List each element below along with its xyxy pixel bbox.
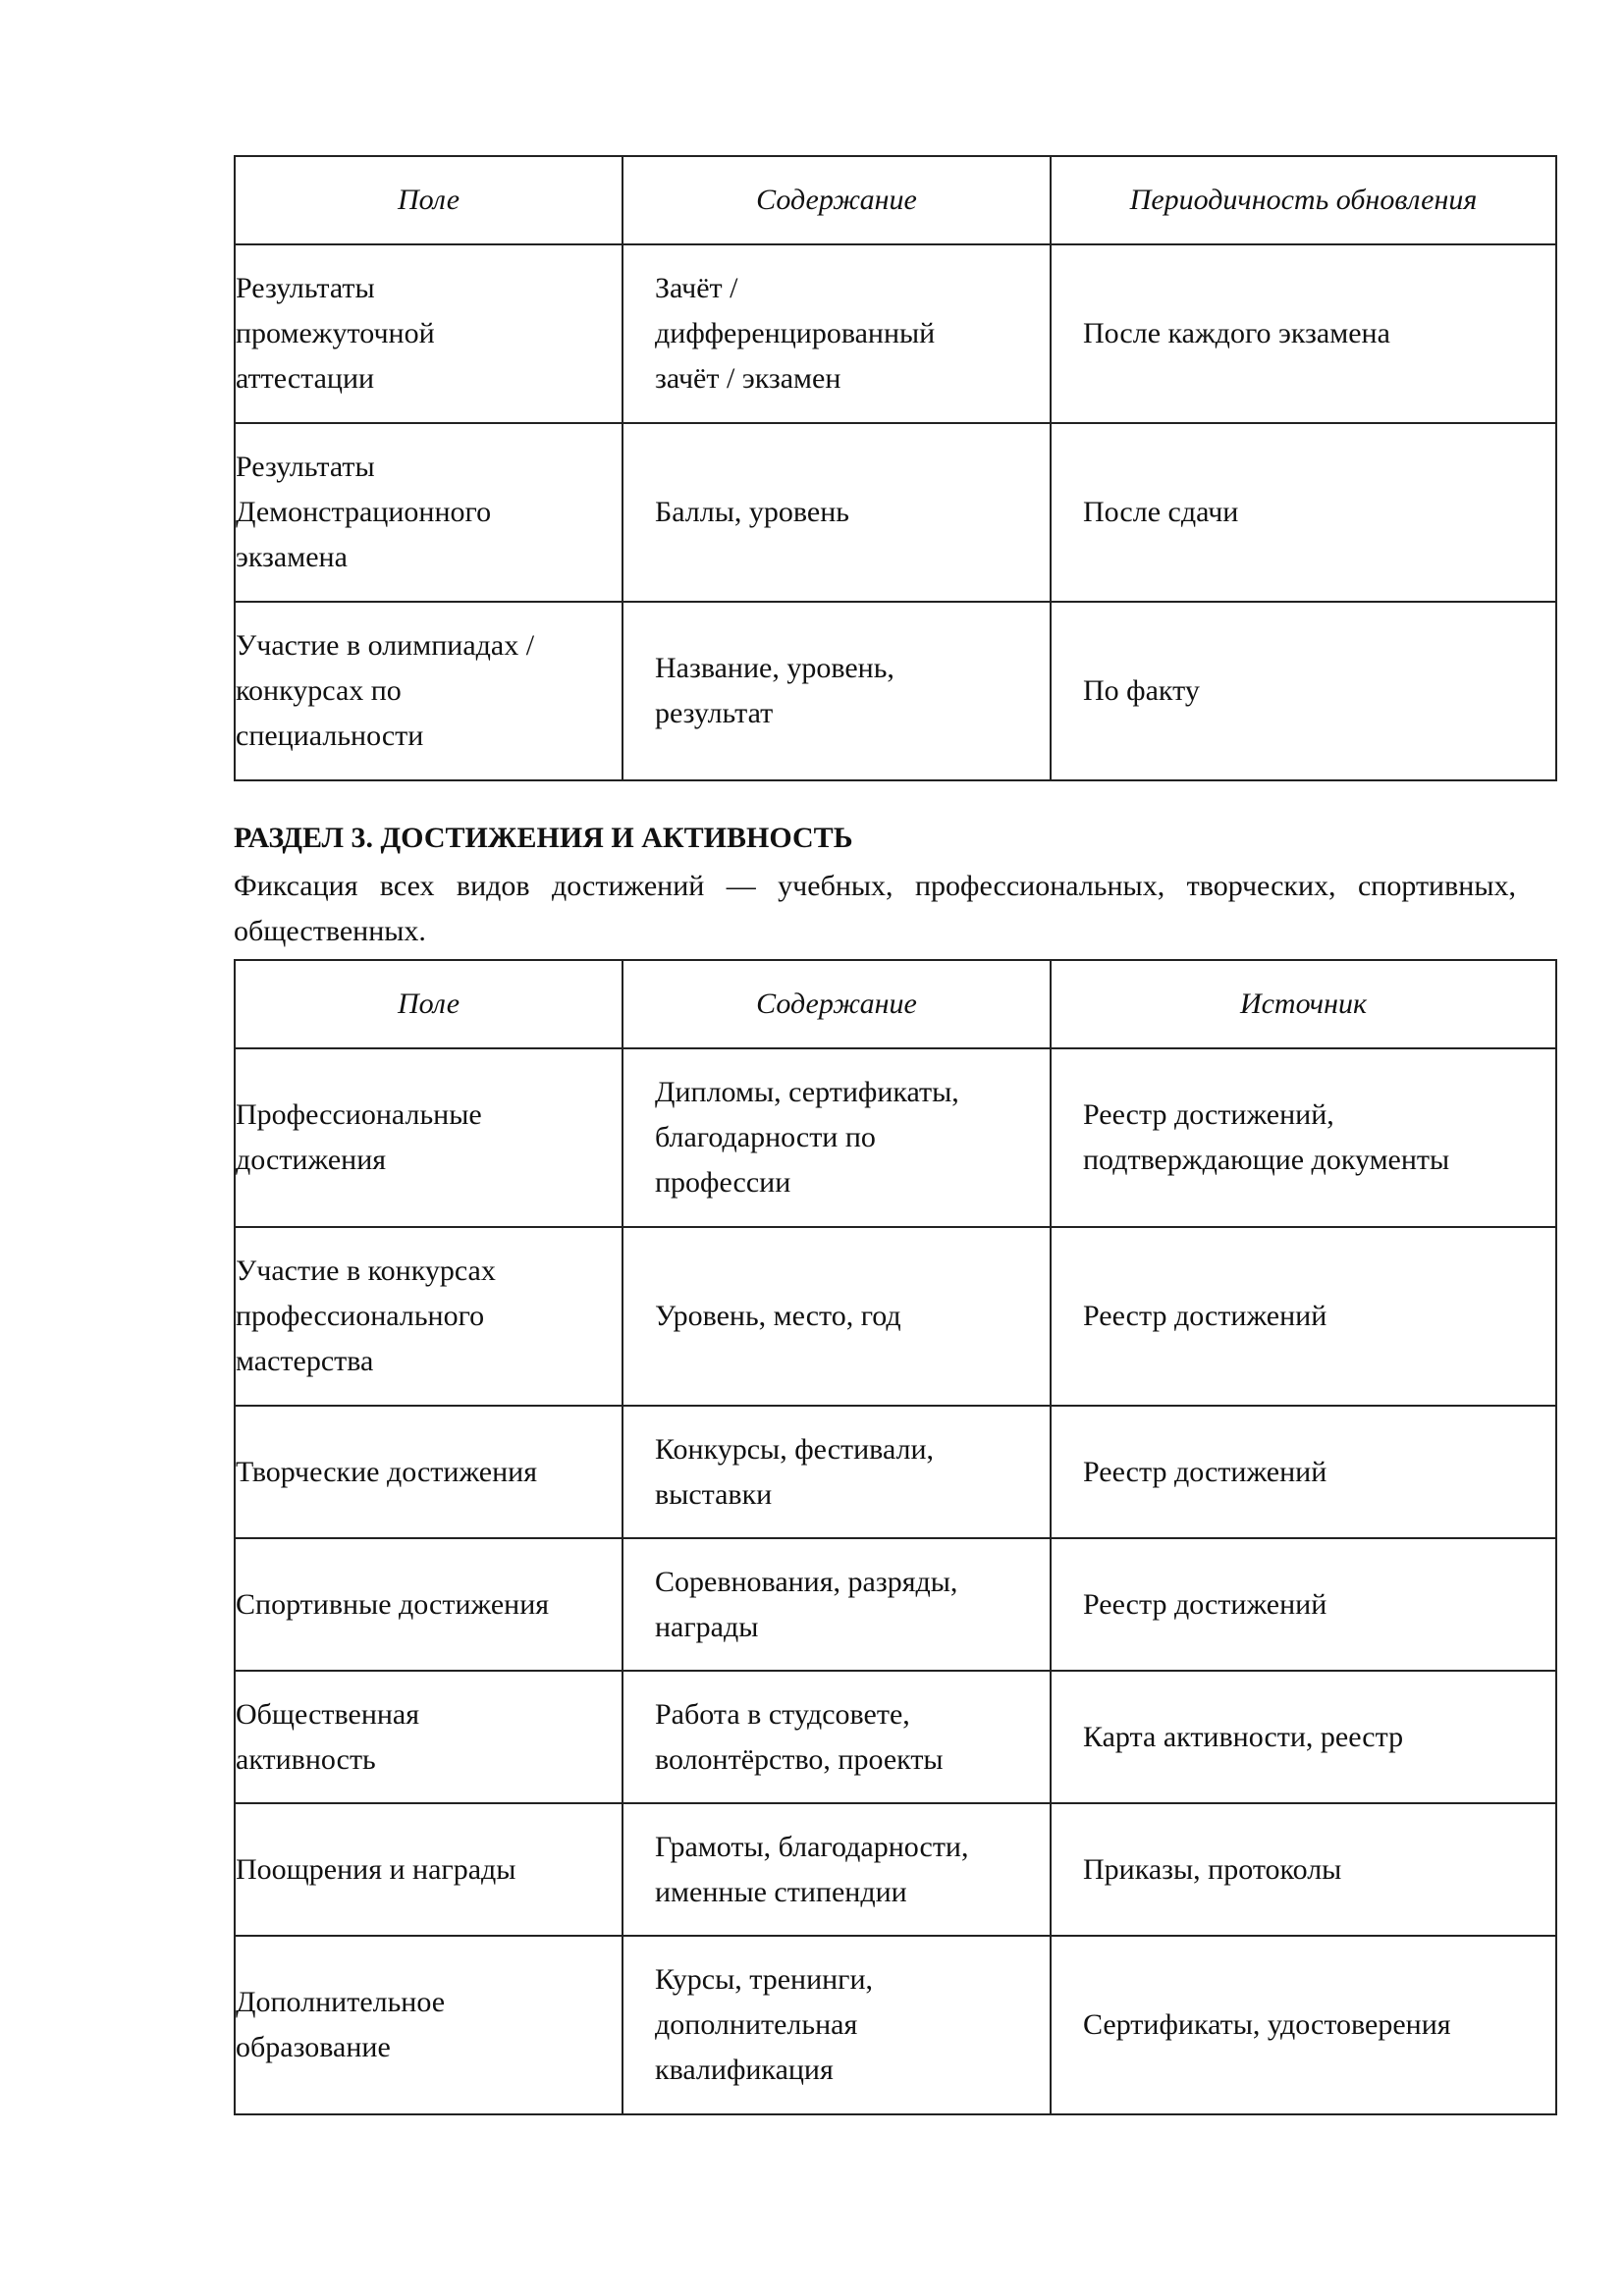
cell-field: Участие в олимпиадах / конкурсах по специальности bbox=[235, 602, 623, 780]
cell-field: Профессиональные достижения bbox=[235, 1048, 623, 1227]
cell-content: Название, уровень, результат bbox=[623, 602, 1051, 780]
attestation-table bbox=[234, 155, 1557, 781]
cell-field: Участие в конкурсах профессионального мастерства bbox=[235, 1227, 623, 1406]
cell-content: Соревнования, разряды, награды bbox=[623, 1538, 1051, 1671]
section-heading: РАЗДЕЛ 3. ДОСТИЖЕНИЯ И АКТИВНОСТЬ bbox=[234, 822, 853, 854]
section-intro: Фиксация всех видов достижений — учебных, профессиональных, творческих, спортивных, общественных. bbox=[234, 870, 1516, 947]
cell-field: Результаты промежуточной аттестации bbox=[235, 244, 623, 423]
table-row bbox=[235, 1803, 1556, 1936]
cell-frequency: После сдачи bbox=[1051, 423, 1556, 602]
cell-field: Дополнительное образование bbox=[235, 1936, 623, 2114]
cell-source: Реестр достижений bbox=[1051, 1227, 1556, 1406]
table-row bbox=[235, 1538, 1556, 1671]
table-header-row bbox=[235, 156, 1556, 244]
header-content: Содержание bbox=[623, 156, 1051, 244]
table-row bbox=[235, 1936, 1556, 2114]
cell-field: Поощрения и награды bbox=[235, 1803, 623, 1936]
cell-content: Баллы, уровень bbox=[623, 423, 1051, 602]
cell-source: Приказы, протоколы bbox=[1051, 1803, 1556, 1936]
cell-source: Реестр достижений, подтверждающие документы bbox=[1051, 1048, 1556, 1227]
cell-content: Работа в студсовете, волонтёрство, проекты bbox=[623, 1671, 1051, 1803]
table-row bbox=[235, 1671, 1556, 1803]
cell-source: Реестр достижений bbox=[1051, 1538, 1556, 1671]
header-field: Поле bbox=[235, 960, 623, 1048]
cell-field: Спортивные достижения bbox=[235, 1538, 623, 1671]
cell-content: Грамоты, благодарности, именные стипендии bbox=[623, 1803, 1051, 1936]
table-row bbox=[235, 1227, 1556, 1406]
cell-field: Общественная активность bbox=[235, 1671, 623, 1803]
table-row bbox=[235, 1048, 1556, 1227]
cell-content: Дипломы, сертификаты, благодарности по профессии bbox=[623, 1048, 1051, 1227]
cell-content: Зачёт / дифференцированный зачёт / экзамен bbox=[623, 244, 1051, 423]
table-row bbox=[235, 244, 1556, 423]
cell-field: Результаты Демонстрационного экзамена bbox=[235, 423, 623, 602]
header-content: Содержание bbox=[623, 960, 1051, 1048]
table-row bbox=[235, 1406, 1556, 1538]
cell-frequency: По факту bbox=[1051, 602, 1556, 780]
cell-content: Конкурсы, фестивали, выставки bbox=[623, 1406, 1051, 1538]
header-source: Источник bbox=[1051, 960, 1556, 1048]
header-field: Поле bbox=[235, 156, 623, 244]
achievements-table bbox=[234, 959, 1557, 2115]
cell-content: Курсы, тренинги, дополнительная квалификация bbox=[623, 1936, 1051, 2114]
table-header-row bbox=[235, 960, 1556, 1048]
cell-source: Реестр достижений bbox=[1051, 1406, 1556, 1538]
cell-frequency: После каждого экзамена bbox=[1051, 244, 1556, 423]
cell-content: Уровень, место, год bbox=[623, 1227, 1051, 1406]
cell-field: Творческие достижения bbox=[235, 1406, 623, 1538]
table-row bbox=[235, 423, 1556, 602]
table-row bbox=[235, 602, 1556, 780]
header-update-frequency: Периодичность обновления bbox=[1051, 156, 1556, 244]
cell-source: Карта активности, реестр bbox=[1051, 1671, 1556, 1803]
cell-source: Сертификаты, удостоверения bbox=[1051, 1936, 1556, 2114]
